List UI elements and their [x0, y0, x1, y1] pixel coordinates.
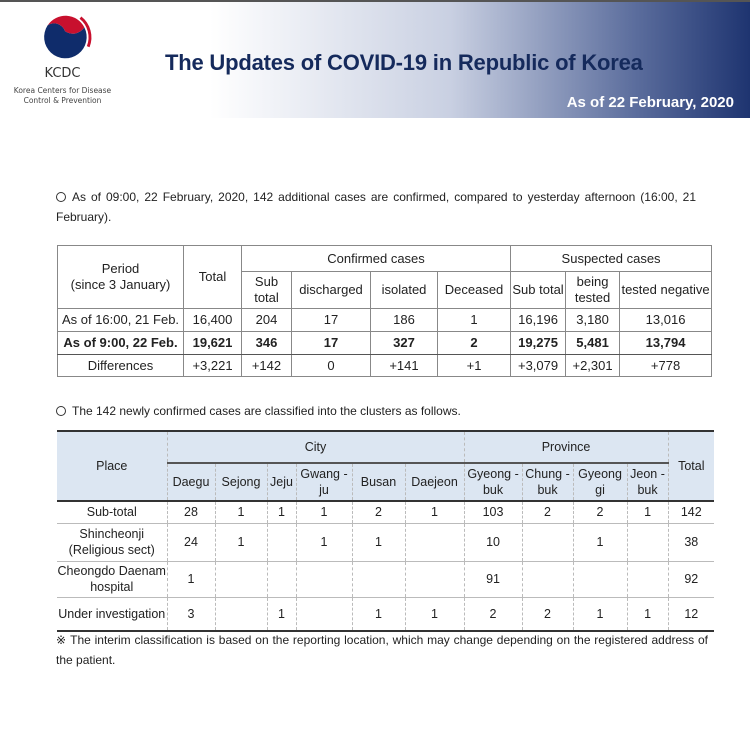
cell: 2: [352, 501, 405, 523]
cell: 12: [668, 597, 714, 631]
cell: [522, 561, 573, 597]
cell: 1: [215, 523, 267, 561]
row-label: Sub-total: [57, 501, 167, 523]
cell: 1: [296, 501, 352, 523]
cell: 19,621: [184, 332, 242, 355]
cell: 1: [573, 597, 627, 631]
cell: 2: [464, 597, 522, 631]
cell: +142: [242, 355, 292, 377]
cell: [215, 597, 267, 631]
cell: 13,016: [620, 309, 712, 332]
cell: 10: [464, 523, 522, 561]
total-header: Total: [668, 431, 714, 501]
cell: 1: [215, 501, 267, 523]
total-header: Total: [184, 246, 242, 309]
cell: 1: [167, 561, 215, 597]
cell: 1: [267, 597, 296, 631]
cell: 2: [522, 597, 573, 631]
as-of-date: As of 22 February, 2020: [566, 94, 734, 111]
org-full-name: Korea Centers for Disease Control & Prevention: [13, 86, 112, 105]
cell: 28: [167, 501, 215, 523]
table-row: [58, 355, 712, 377]
cell: 142: [668, 501, 714, 523]
row-label: As of 16:00, 21 Feb.: [58, 309, 184, 332]
confirmed-header: Confirmed cases: [242, 246, 511, 272]
column-header: Gyeong -buk: [464, 463, 522, 501]
cell: 2: [522, 501, 573, 523]
page-title: The Updates of COVID-19 in Republic of Korea: [165, 50, 643, 75]
cell: [267, 523, 296, 561]
cell: [627, 561, 668, 597]
cell: 19,275: [511, 332, 566, 355]
column-header: Jeon -buk: [627, 463, 668, 501]
province-header: Province: [464, 431, 668, 463]
cell: 1: [352, 597, 405, 631]
clusters-paragraph: The 142 newly confirmed cases are classified into the clusters as follows.: [56, 401, 461, 421]
cell: 1: [627, 501, 668, 523]
cases-table: [57, 245, 712, 377]
row-label: As of 9:00, 22 Feb.: [58, 332, 184, 355]
cell: [215, 561, 267, 597]
cell: 204: [242, 309, 292, 332]
cell: 186: [371, 309, 438, 332]
column-header: discharged: [292, 272, 371, 309]
header-banner: [0, 0, 750, 118]
city-header: City: [167, 431, 464, 463]
cell: 16,196: [511, 309, 566, 332]
period-header: Period (since 3 January): [58, 246, 184, 309]
row-label: Shincheonji (Religious sect): [57, 523, 167, 561]
cell: 1: [296, 523, 352, 561]
column-header: Sejong: [215, 463, 267, 501]
table-row: [57, 501, 714, 523]
column-header: tested negative: [620, 272, 712, 309]
cell: 17: [292, 309, 371, 332]
cell: 5,481: [566, 332, 620, 355]
cell: 103: [464, 501, 522, 523]
footnote: ※ The interim classification is based on the reporting location, which may change depending on the registered address of the patient.: [56, 633, 708, 667]
cell: 13,794: [620, 332, 712, 355]
column-header: Jeju: [267, 463, 296, 501]
column-header: Gwang -ju: [296, 463, 352, 501]
table-row: [57, 523, 714, 561]
cell: 1: [405, 501, 464, 523]
column-header: Sub total: [242, 272, 292, 309]
cell: 0: [292, 355, 371, 377]
kcdc-logo-icon: [36, 8, 94, 66]
cell: 91: [464, 561, 522, 597]
column-header: Deceased: [438, 272, 511, 309]
cell: [405, 561, 464, 597]
place-header: Place: [57, 431, 167, 501]
circle-bullet-icon: [56, 192, 66, 202]
column-header: Busan: [352, 463, 405, 501]
cell: +778: [620, 355, 712, 377]
row-label: Under investigation: [57, 597, 167, 631]
cell: 3,180: [566, 309, 620, 332]
cell: 1: [405, 597, 464, 631]
cell: 346: [242, 332, 292, 355]
cell: 92: [668, 561, 714, 597]
cell: 1: [627, 597, 668, 631]
row-label: Cheongdo Daenam hospital: [57, 561, 167, 597]
cell: 38: [668, 523, 714, 561]
cell: [352, 561, 405, 597]
cell: +2,301: [566, 355, 620, 377]
circle-bullet-icon: [56, 406, 66, 416]
cell: 1: [352, 523, 405, 561]
cell: [267, 561, 296, 597]
cell: 2: [573, 501, 627, 523]
org-name: KCDC: [44, 66, 81, 81]
column-header: Sub total: [511, 272, 566, 309]
cell: 1: [438, 309, 511, 332]
cell: +3,221: [184, 355, 242, 377]
cell: +141: [371, 355, 438, 377]
clusters-table: [57, 430, 714, 632]
cell: 1: [267, 501, 296, 523]
table-row: [57, 597, 714, 631]
column-header: Daejeon: [405, 463, 464, 501]
cell: [405, 523, 464, 561]
column-header: Gyeong gi: [573, 463, 627, 501]
cell: 3: [167, 597, 215, 631]
table-row: [58, 332, 712, 355]
cell: 24: [167, 523, 215, 561]
cell: 2: [438, 332, 511, 355]
cell: 1: [573, 523, 627, 561]
column-header: being tested: [566, 272, 620, 309]
column-header: Daegu: [167, 463, 215, 501]
table-row: [58, 309, 712, 332]
cell: [296, 597, 352, 631]
summary-paragraph: As of 09:00, 22 February, 2020, 142 additional cases are confirmed, compared to yesterday afternoon (16:00, 21 February).: [56, 190, 696, 224]
row-label: Differences: [58, 355, 184, 377]
cell: [522, 523, 573, 561]
column-header: isolated: [371, 272, 438, 309]
cell: 17: [292, 332, 371, 355]
cell: [296, 561, 352, 597]
cell: [573, 561, 627, 597]
cell: +1: [438, 355, 511, 377]
cell: [627, 523, 668, 561]
suspected-header: Suspected cases: [511, 246, 712, 272]
column-header: Chung -buk: [522, 463, 573, 501]
cell: 16,400: [184, 309, 242, 332]
table-row: [57, 561, 714, 597]
cell: 327: [371, 332, 438, 355]
cell: +3,079: [511, 355, 566, 377]
